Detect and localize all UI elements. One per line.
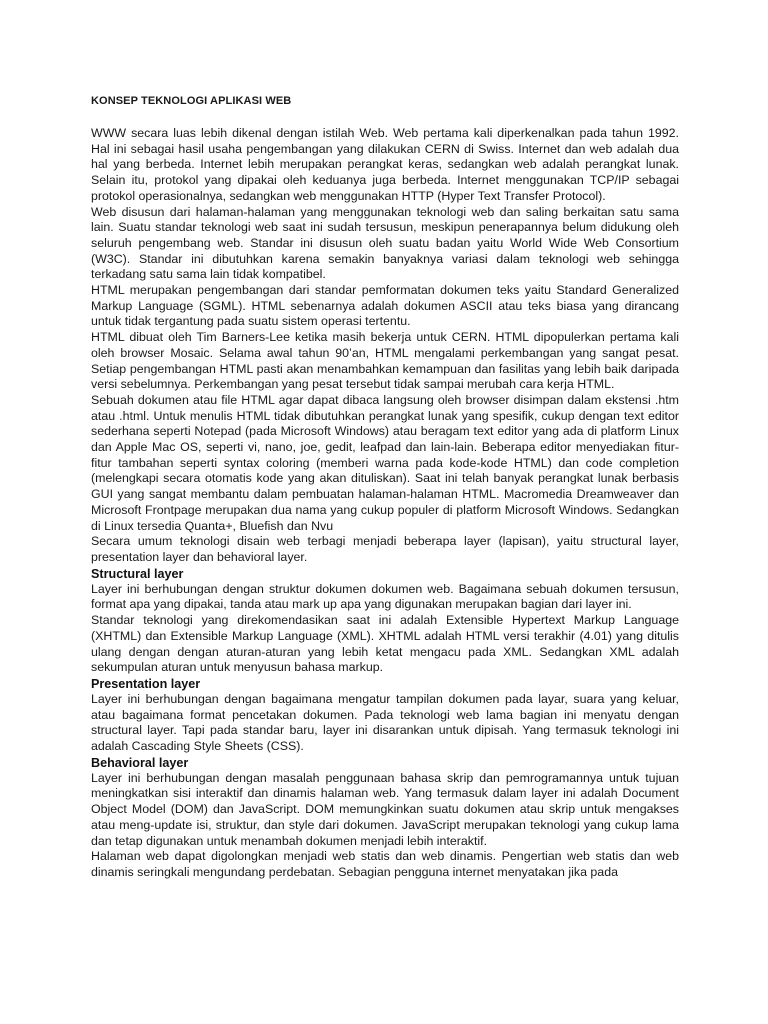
- document-title: KONSEP TEKNOLOGI APLIKASI WEB: [91, 95, 292, 107]
- behavioral-paragraph-2: Halaman web dapat digolongkan menjadi web statis dan web dinamis. Pengertian web statis dan web dinamis seringkali mengundang perdebatan. Sebagian pengguna internet menyatakan jika pada: [91, 849, 679, 879]
- intro-paragraph-2: Web disusun dari halaman-halaman yang menggunakan teknologi web dan saling berkaitan satu sama lain. Suatu standar teknologi web saat ini sudah tersusun, meskipun penerapannya belum didukung oleh seluruh pengembang web. Standar ini disusun oleh suatu badan yaitu World Wide Web Consortium (W3C). Standar ini dibutuhkan karena semakin banyaknya variasi dalam teknologi web sehingga terkadang satu sama lain tidak kompatibel.: [91, 204, 679, 282]
- intro-paragraph-6: Secara umum teknologi disain web terbagi menjadi beberapa layer (lapisan), yaitu structural layer, presentation layer dan behavioral layer.: [91, 534, 679, 564]
- structural-layer-heading: Structural layer: [91, 566, 184, 581]
- behavioral-paragraph-1: Layer ini berhubungan dengan masalah penggunaan bahasa skrip dan pemrogramannya untuk tujuan meningkatkan sisi interaktif dan dinamis halaman web. Yang termasuk dalam layer ini adalah Document Object Model (DOM) dan JavaScript. DOM memungkinkan suatu dokumen atau skrip untuk mengakses atau meng-update isi, struktur, dan style dari dokumen. JavaScript merupakan teknologi yang cukup lama dan tetap digunakan untuk menambah dokumen menjadi lebih interaktif.: [91, 770, 679, 848]
- presentation-layer-heading: Presentation layer: [91, 676, 201, 691]
- presentation-paragraph-1: Layer ini berhubungan dengan bagaimana mengatur tampilan dokumen pada layar, suara yang keluar, atau bagaimana format pencetakan dokumen. Pada teknologi web lama bagian ini menyatu dengan structural layer. Tapi pada standar baru, layer ini disarankan untuk dipisah. Yang termasuk teknologi ini adalah Cascading Style Sheets (CSS).: [91, 691, 679, 754]
- behavioral-layer-heading: Behavioral layer: [91, 755, 189, 770]
- structural-paragraph-2: Standar teknologi yang direkomendasikan saat ini adalah Extensible Hypertext Markup Language (XHTML) dan Extensible Markup Language (XML). XHTML adalah HTML versi terakhir (4.01) yang ditulis ulang dengan dengan aturan-aturan yang lebih ketat mengacu pada XML. Sedangkan XML adalah sekumpulan aturan untuk menyusun bahasa markup.: [91, 613, 679, 675]
- structural-paragraph-1: Layer ini berhubungan dengan struktur dokumen dokumen web. Bagaimana sebuah dokumen tersusun, format apa yang dipakai, tanda atau mark up apa yang digunakan merupakan bagian dari layer ini.: [91, 581, 679, 612]
- intro-paragraph-1: WWW secara luas lebih dikenal dengan istilah Web. Web pertama kali diperkenalkan pada tahun 1992. Hal ini sebagai hasil usaha pengembangan yang dilakukan CERN di Swiss. Internet dan web adalah dua hal yang berbeda. Internet lebih merupakan perangkat keras, sedangkan web adalah perangkat lunak. Selain itu, protokol yang dipakai oleh keduanya juga berbeda. Internet menggunakan TCP/IP sebagai protokol operasionalnya, sedangkan web menggunakan HTTP (Hyper Text Transfer Protocol).: [91, 126, 679, 203]
- intro-paragraph-5: Sebuah dokumen atau file HTML agar dapat dibaca langsung oleh browser disimpan dalam ekstensi .htm atau .html. Untuk menulis HTML tidak dibutuhkan perangkat lunak yang spesifik, cukup dengan text editor sederhana seperti Notepad (pada Microsoft Windows) atau beragam text editor yang ada di platform Linux dan Apple Mac OS, seperti vi, nano, joe, gedit, leafpad dan lain-lain. Beberapa editor menyediakan fitur-fitur tambahan seperti syntax coloring (memberi warna pada kode-kode HTML) dan code completion (melengkapi secara otomatis kode yang akan dituliskan). Saat ini telah banyak perangkat lunak berbasis GUI yang sangat membantu dalam pembuatan halaman-halaman HTML. Macromedia Dreamweaver dan Microsoft Frontpage merupakan dua nama yang cukup populer di platform Microsoft Windows. Sedangkan di Linux tersedia Quanta+, Bluefish dan Nvu: [91, 392, 679, 533]
- intro-paragraph-4: HTML dibuat oleh Tim Barners-Lee ketika masih bekerja untuk CERN. HTML dipopulerkan pertama kali oleh browser Mosaic. Selama awal tahun 90’an, HTML mengalami perkembangan yang sangat pesat. Setiap pengembangan HTML pasti akan menambahkan kemampuan dan fasilitas yang lebih baik daripada versi sebelumnya. Perkembangan yang pesat tersebut tidak sampai merubah cara kerja HTML.: [91, 330, 679, 392]
- intro-paragraph-3: HTML merupakan pengembangan dari standar pemformatan dokumen teks yaitu Standard Generalized Markup Language (SGML). HTML sebenarnya adalah dokumen ASCII atau teks biasa yang dirancang untuk tidak tergantung pada suatu sistem operasi tertentu.: [91, 283, 679, 329]
